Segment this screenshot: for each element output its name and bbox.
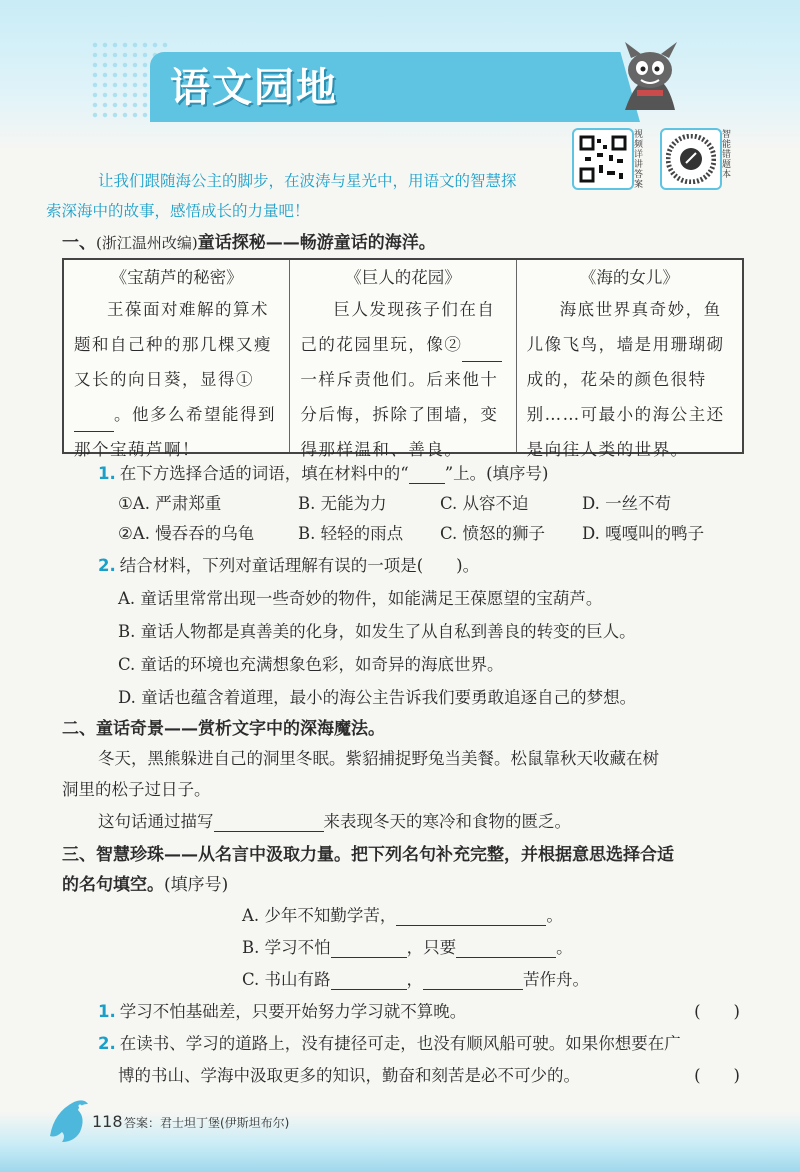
section-title: 智慧珍珠——从名言中汲取力量。把下列名句补充完整，并根据意思选择合适	[96, 845, 674, 865]
question-text: 学习不怕基础差，只要开始努力学习就不算晚。	[119, 1002, 467, 1021]
book-title: 《巨人的花园》	[345, 268, 461, 287]
answer-blank[interactable]	[423, 971, 523, 990]
cell-text-a: 巨人发现孩子们在自己的花园里玩，像	[300, 300, 496, 354]
question-number: 2.	[98, 556, 116, 575]
blank-marker: ②	[444, 335, 463, 354]
proverb-text: C. 书山有路	[242, 970, 331, 989]
cat-mascot-icon	[605, 40, 695, 120]
option[interactable]: C. 童话的环境也充满想象色彩，如奇异的海底世界。	[118, 655, 504, 674]
fill-sentence	[98, 808, 571, 832]
fill-text: 来表现冬天的寒冷和食物的匮乏。	[323, 812, 571, 831]
answer-note: 答案：君士坦丁堡(伊斯坦布尔)	[124, 1116, 290, 1130]
intro-line: 让我们跟随海公主的脚步，在波涛与星光中，用语文的智慧探	[98, 172, 517, 190]
intro-text	[46, 166, 552, 226]
question-number: 1.	[98, 1002, 116, 1021]
option[interactable]: B. 无能为力	[298, 494, 387, 513]
option[interactable]: D. 童话也蕴含着道理，最小的海公主告诉我们要勇敢追逐自己的梦想。	[118, 688, 637, 707]
question-3-1	[98, 998, 466, 1022]
passage-line: 洞里的松子过日子。	[62, 780, 211, 799]
cell-text	[74, 292, 279, 467]
section-prefix: 三、	[62, 845, 96, 865]
page-number: 118	[92, 1112, 123, 1131]
qr-label: 智能错题本	[722, 130, 732, 180]
section-prefix: 一、	[62, 233, 96, 253]
book-title: 《宝葫芦的秘密》	[110, 268, 243, 287]
proverb-text: ，	[406, 970, 424, 989]
answer-blank[interactable]	[74, 413, 114, 432]
cell-text-b: 。他多么希望能得到那个宝葫芦啊！	[74, 405, 276, 459]
proverb-text: 。	[556, 938, 573, 957]
section-3-heading-line2	[62, 870, 228, 895]
question-1-1	[98, 460, 549, 484]
answer-blank[interactable]	[456, 939, 556, 958]
question-text: 结合材料，下列对童话理解有误的一项是( )。	[119, 556, 480, 575]
proverb-text: A. 少年不知勤学苦，	[242, 906, 397, 925]
answer-blank[interactable]	[331, 971, 407, 990]
quote-blank	[409, 465, 445, 484]
option[interactable]: C. 从容不迫	[440, 494, 529, 513]
question-text: 在读书、学习的道路上，没有捷径可走，也没有顺风船可驶。如果你想要在广	[119, 1034, 681, 1053]
proverb-text: B. 学习不怕	[242, 938, 331, 957]
option[interactable]: D. 嘎嘎叫的鸭子	[582, 524, 705, 543]
section-title: 童话奇景——赏析文字中的深海魔法。	[96, 719, 385, 739]
section-2-heading	[62, 714, 385, 739]
qr-code-icon	[572, 128, 634, 190]
question-1-2	[98, 552, 479, 576]
question-number: 1.	[98, 464, 116, 483]
proverb-c	[242, 966, 589, 990]
option[interactable]: A. 童话里常常出现一些奇妙的物件，如能满足王葆愿望的宝葫芦。	[118, 589, 603, 608]
option[interactable]: D. 一丝不苟	[582, 494, 672, 513]
proverb-b	[242, 934, 573, 958]
table-cell	[64, 260, 290, 459]
question-number: 2.	[98, 1034, 116, 1053]
section-3-heading	[62, 840, 674, 865]
option[interactable]: C. 愤怒的狮子	[440, 524, 546, 543]
section-source: (浙江温州改编)	[96, 234, 198, 252]
section-title: 的名句填空。	[62, 875, 164, 895]
passage-line: 冬天，黑熊躲进自己的洞里冬眠。紫貂捕捉野兔当美餐。松鼠靠秋天收藏在树	[98, 749, 659, 768]
book-title: 《海的女儿》	[579, 268, 679, 287]
answer-blank[interactable]	[331, 939, 407, 958]
answer-blank[interactable]	[462, 343, 502, 362]
section-1-heading	[62, 228, 436, 253]
cell-text: 海底世界真奇妙，鱼儿像飞鸟，墙是用珊瑚砌成的，花朵的颜色很特别……可最小的海公主还是向往人类的世界。	[526, 300, 725, 459]
table-cell	[290, 260, 516, 459]
proverb-text: 。	[546, 906, 563, 925]
proverb-a	[242, 902, 563, 926]
page-title: 语文园地	[170, 65, 338, 111]
blank-marker: ①	[236, 370, 254, 389]
dolphin-icon	[40, 1092, 96, 1148]
cell-text	[300, 292, 505, 467]
section-prefix: 二、	[62, 719, 96, 739]
section-title: 童话探秘——畅游童话的海洋。	[197, 233, 436, 253]
option[interactable]: B. 轻轻的雨点	[298, 524, 404, 543]
qr-video-answer[interactable]	[572, 128, 644, 190]
section-suffix: (填序号)	[164, 875, 229, 895]
option[interactable]: ①A. 严肃郑重	[118, 494, 222, 513]
proverb-text: 苦作舟。	[523, 970, 590, 989]
question-text: 博的书山、学海中汲取更多的知识，勤奋和刻苦是必不可少的。	[118, 1066, 580, 1085]
option[interactable]: B. 童话人物都是真善美的化身，如发生了从自私到善良的转变的巨人。	[118, 622, 636, 641]
qr-label: 视频详讲答案	[634, 130, 644, 190]
answer-paren[interactable]: ( )	[694, 1066, 740, 1085]
qr-error-book[interactable]	[660, 128, 732, 190]
answer-blank[interactable]	[396, 907, 546, 926]
intro-line: 索深海中的故事，感悟成长的力量吧！	[46, 202, 310, 220]
answer-paren[interactable]: ( )	[694, 1002, 740, 1021]
question-text: 在下方选择合适的词语，填在材料中的“	[119, 464, 409, 483]
question-text: ”上。(填序号)	[444, 464, 549, 483]
story-table	[62, 258, 744, 459]
cell-text-b: 一样斥责他们。后来他十分后悔，拆除了围墙，变得那样温和、善良。	[300, 370, 499, 459]
question-3-2	[98, 1030, 681, 1054]
fill-text: 这句话通过描写	[98, 812, 214, 831]
answer-blank[interactable]	[214, 813, 324, 832]
table-cell	[517, 260, 742, 459]
proverb-text: ，只要	[406, 938, 457, 957]
option[interactable]: ②A. 慢吞吞的乌龟	[118, 524, 255, 543]
mini-program-code-icon	[660, 128, 722, 190]
cell-text-a: 王葆面对难解的算术题和自己种的那几棵又瘦又长的向日葵，显得	[74, 300, 272, 389]
